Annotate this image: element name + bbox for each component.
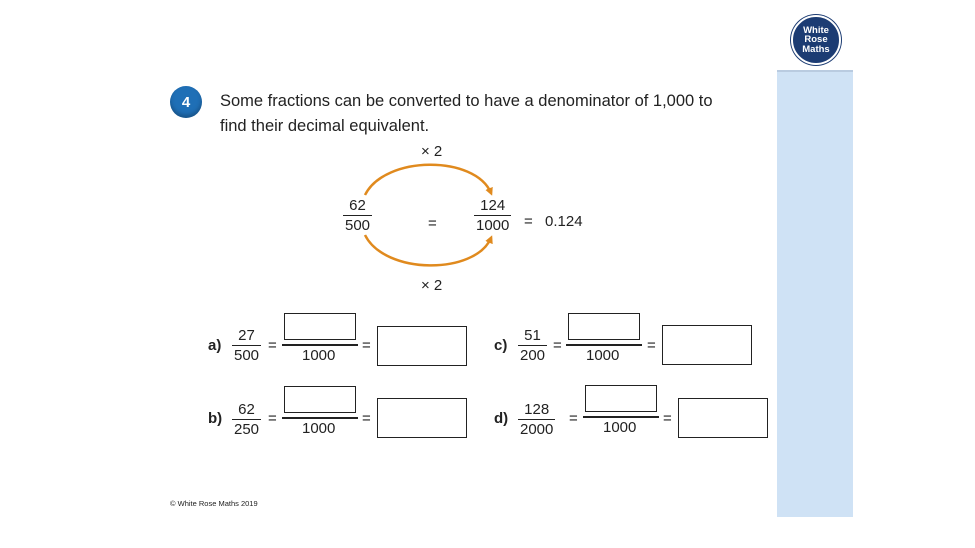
part-d-equals-1: = xyxy=(569,410,578,427)
copyright-text: © White Rose Maths 2019 xyxy=(170,499,258,508)
part-b-equals-1: = xyxy=(268,410,277,427)
part-b-label: b) xyxy=(208,410,223,427)
part-a-fraction-bar xyxy=(282,344,358,346)
part-a-label: a) xyxy=(208,337,222,354)
bottom-arrow xyxy=(365,235,491,265)
part-d-numerator-answer-box[interactable] xyxy=(585,385,657,412)
question-number-badge: 4 xyxy=(170,86,202,118)
bottom-multiplier: × 2 xyxy=(421,277,443,294)
part-d-fraction: $\frac{128}{2000}$ xyxy=(520,401,554,438)
example-fraction-2: $\frac{124}{1000}$ xyxy=(476,197,510,234)
part-a-numerator-answer-box[interactable] xyxy=(284,313,356,340)
part-c-equals-1: = xyxy=(553,337,562,354)
part-d-label: d) xyxy=(494,410,509,427)
top-multiplier: × 2 xyxy=(421,143,443,160)
part-b-numerator-answer-box[interactable] xyxy=(284,386,356,413)
part-d-fraction-bar xyxy=(583,416,659,418)
part-a-equals-1: = xyxy=(268,337,277,354)
right-sidebar xyxy=(777,0,853,517)
question-text: Some fractions can be converted to have a denominator of 1,000 to find their decimal equivalent. xyxy=(220,92,713,135)
part-a-target-denominator: 1000 xyxy=(302,347,336,364)
example-fraction-1: $\frac{62}{500}$ xyxy=(345,197,371,234)
part-c-equals-2: = xyxy=(647,337,656,354)
part-c-label: c) xyxy=(494,337,508,354)
part-b-decimal-answer-box[interactable] xyxy=(377,398,467,438)
part-b-target-denominator: 1000 xyxy=(302,420,336,437)
part-a-decimal-answer-box[interactable] xyxy=(377,326,467,366)
part-d-equals-2: = xyxy=(663,410,672,427)
top-arrow xyxy=(365,165,491,195)
part-c-decimal-answer-box[interactable] xyxy=(662,325,752,365)
part-c-numerator-answer-box[interactable] xyxy=(568,313,640,340)
part-d-target-denominator: 1000 xyxy=(603,419,637,436)
part-b-fraction-bar xyxy=(282,417,358,419)
part-d-decimal-answer-box[interactable] xyxy=(678,398,768,438)
example-equals-1: = xyxy=(428,215,437,232)
example-decimal: 0.124 xyxy=(545,213,583,230)
example-equals-2: = xyxy=(524,213,533,230)
part-c-fraction-bar xyxy=(566,344,642,346)
part-c-target-denominator: 1000 xyxy=(586,347,620,364)
part-a-equals-2: = xyxy=(362,337,371,354)
part-b-fraction: $\frac{62}{250}$ xyxy=(234,401,260,438)
part-c-fraction: $\frac{51}{200}$ xyxy=(520,327,546,364)
part-b-equals-2: = xyxy=(362,410,371,427)
white-rose-maths-logo: White Rose Maths xyxy=(791,15,841,65)
part-a-fraction: $\frac{27}{500}$ xyxy=(234,327,260,364)
